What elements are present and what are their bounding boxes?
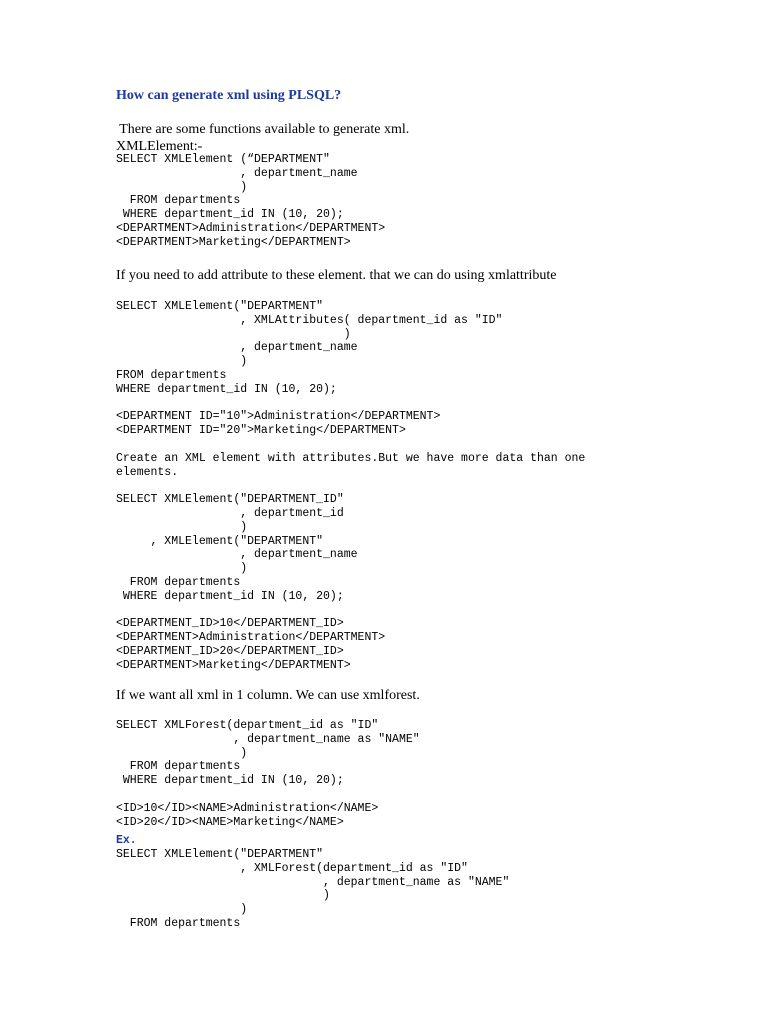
- code-line: elements.: [116, 465, 179, 479]
- code-line: <ID>20</ID><NAME>Marketing</NAME>: [116, 815, 344, 829]
- code-line: SELECT XMLElement("DEPARTMENT": [116, 848, 324, 861]
- code-line: SELECT XMLElement("DEPARTMENT_ID": [116, 493, 344, 507]
- code-line: <DEPARTMENT ID="10">Administration</DEPARTMENT>: [116, 410, 441, 424]
- code-line: [116, 604, 585, 618]
- code-line: FROM departments: [116, 575, 241, 589]
- code-block-xmlattributes: [116, 300, 585, 673]
- code-block-example: [116, 848, 509, 931]
- example-label: Ex.: [116, 834, 137, 847]
- code-line: WHERE department_id IN (10, 20);: [116, 589, 344, 603]
- code-line: [116, 788, 420, 802]
- code-line: ): [116, 562, 248, 576]
- code-line: SELECT XMLElement (“DEPARTMENT": [116, 153, 330, 166]
- code-line: [116, 438, 585, 452]
- page-title: How can generate xml using PLSQL?: [116, 88, 342, 103]
- code-line: ): [116, 327, 351, 341]
- code-line: SELECT XMLElement("DEPARTMENT": [116, 300, 324, 313]
- code-line: SELECT XMLForest(department_id as "ID": [116, 719, 379, 732]
- code-line: <DEPARTMENT_ID>20</DEPARTMENT_ID>: [116, 644, 344, 658]
- code-line: , department_name: [116, 166, 358, 180]
- code-line: FROM departments: [116, 368, 227, 382]
- code-line: <DEPARTMENT ID="20">Marketing</DEPARTMENT>: [116, 424, 406, 438]
- code-line: FROM departments: [116, 760, 241, 774]
- code-line: , department_id: [116, 506, 344, 520]
- intro-text: There are some functions available to generate xml.: [116, 122, 410, 137]
- code-line: FROM departments: [116, 916, 241, 930]
- code-line: , department_name: [116, 548, 358, 562]
- code-line: ): [116, 746, 248, 760]
- code-line: <DEPARTMENT_ID>10</DEPARTMENT_ID>: [116, 617, 344, 631]
- code-line: , XMLAttributes( department_id as "ID": [116, 313, 503, 327]
- code-line: <DEPARTMENT>Marketing</DEPARTMENT>: [116, 658, 351, 672]
- code-line: Create an XML element with attributes.But we have more data than one: [116, 451, 586, 465]
- code-line: FROM departments: [116, 194, 241, 208]
- code-line: <DEPARTMENT>Administration</DEPARTMENT>: [116, 221, 386, 235]
- code-line: , XMLElement("DEPARTMENT": [116, 534, 324, 548]
- code-line: WHERE department_id IN (10, 20);: [116, 774, 344, 788]
- code-line: <ID>10</ID><NAME>Administration</NAME>: [116, 801, 379, 815]
- code-line: [116, 479, 585, 493]
- forest-note: If we want all xml in 1 column. We can use xmlforest.: [116, 688, 420, 703]
- attribute-note: If you need to add attribute to these element. that we can do using xmlattribute: [116, 268, 557, 283]
- code-line: <DEPARTMENT>Marketing</DEPARTMENT>: [116, 235, 351, 249]
- code-line: ): [116, 355, 248, 369]
- code-line: ): [116, 180, 248, 194]
- code-line: WHERE department_id IN (10, 20);: [116, 382, 337, 396]
- code-line: [116, 397, 585, 411]
- code-block-xmlelement: [116, 153, 385, 250]
- code-line: ): [116, 889, 330, 903]
- code-line: ): [116, 903, 248, 917]
- code-block-xmlforest: [116, 719, 420, 829]
- xmlelement-heading: XMLElement:-: [116, 139, 203, 154]
- code-line: , department_name as "NAME": [116, 732, 420, 746]
- code-line: , XMLForest(department_id as "ID": [116, 861, 468, 875]
- code-line: <DEPARTMENT>Administration</DEPARTMENT>: [116, 631, 386, 645]
- code-line: ): [116, 520, 248, 534]
- code-line: , department_name as "NAME": [116, 875, 510, 889]
- code-line: , department_name: [116, 341, 358, 355]
- code-line: WHERE department_id IN (10, 20);: [116, 208, 344, 222]
